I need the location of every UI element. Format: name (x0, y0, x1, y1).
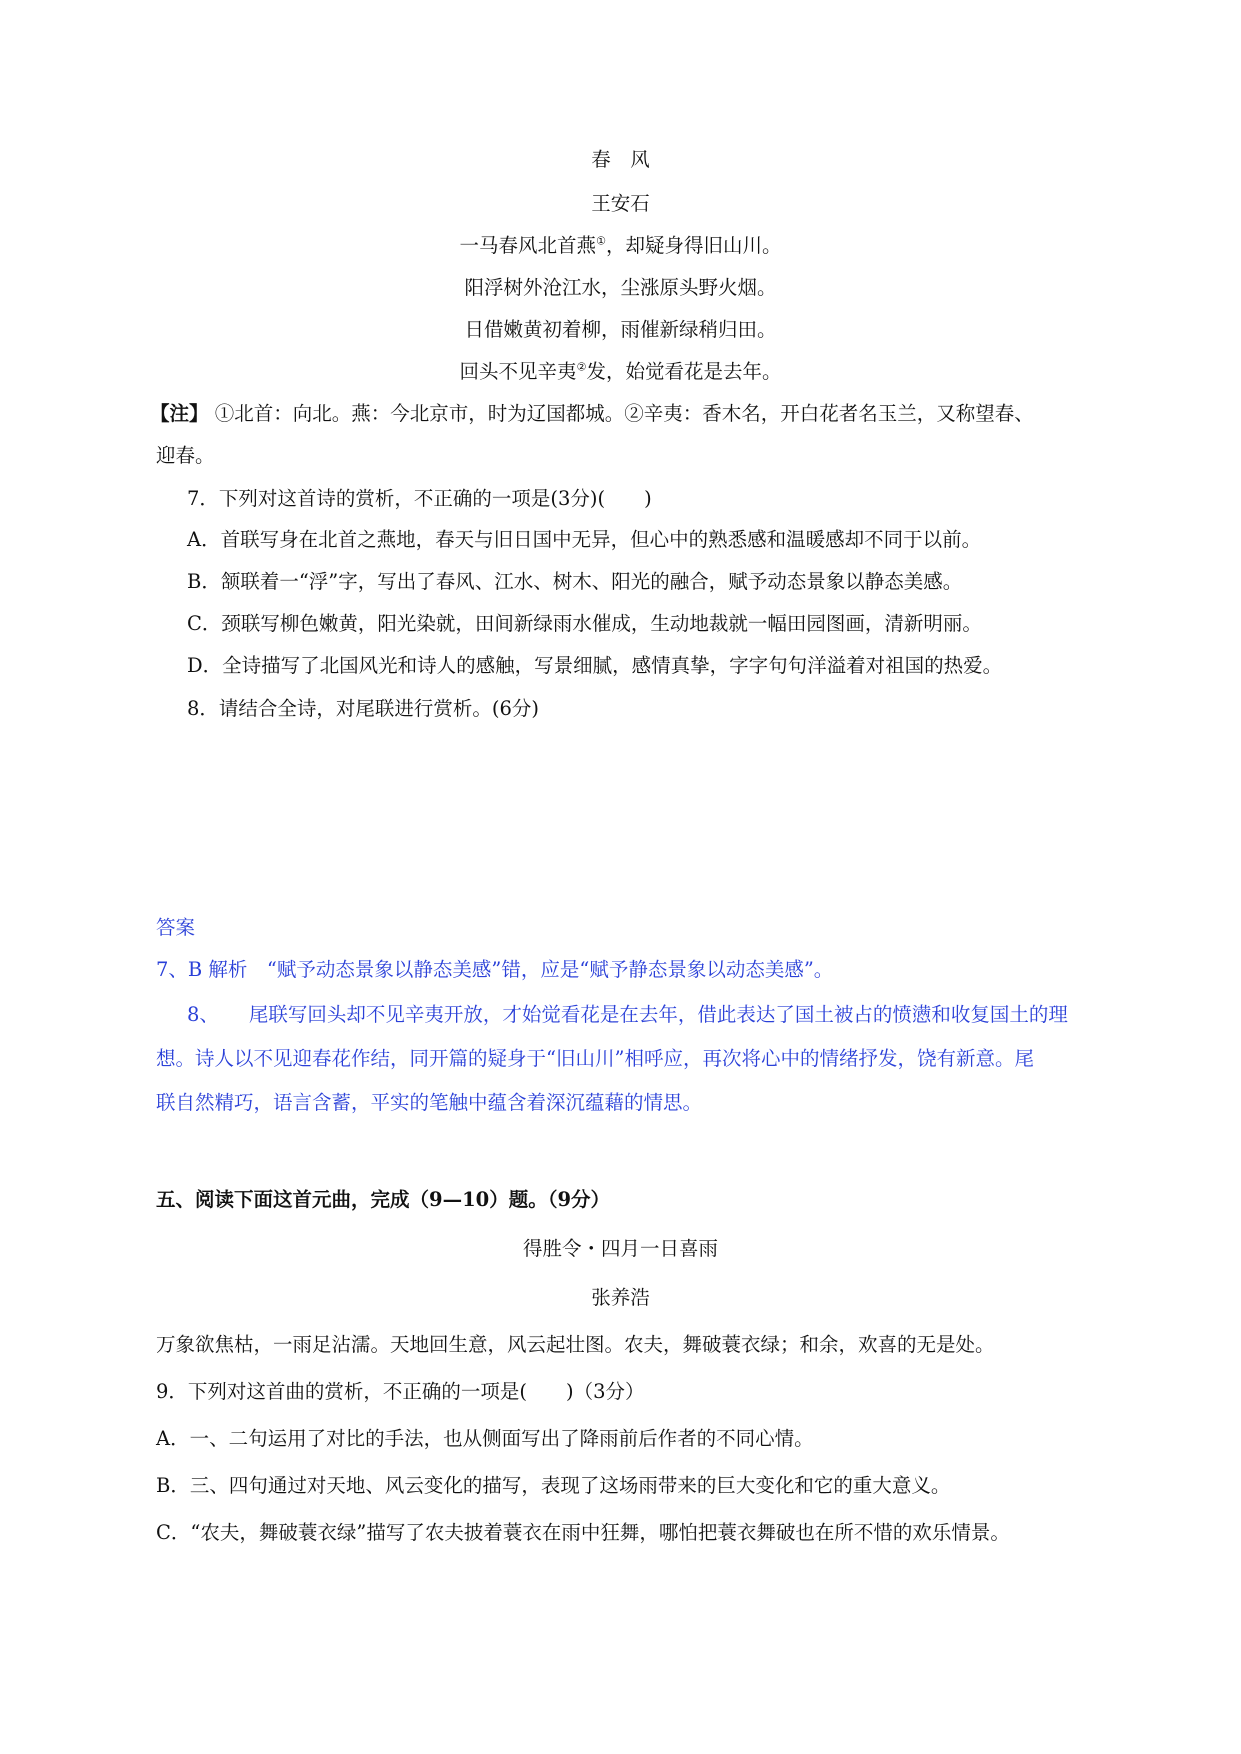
poem-line-4 (0, 358, 1241, 386)
qu-title: 得胜令・四月一日喜雨 (522, 1237, 718, 1260)
answer-8-line-3: 联自然精巧，语言含蓄，平实的笔触中蕴含着深沉蕴藉的情思。 (156, 1091, 703, 1114)
q7-option-b: B．颔联着一“浮”字，写出了春风、江水、树木、阳光的融合，赋予动态景象以静态美感。 (187, 570, 963, 593)
answer-8-line-1 (187, 1001, 1068, 1029)
q7-option-d: D．全诗描写了北国风光和诗人的感触，写景细腻，感情真挚，字字句句洋溢着对祖国的热爱。 (187, 654, 1003, 677)
answer-8-line-2: 想。诗人以不见迎春花作结，同开篇的疑身于“旧山川”相呼应，再次将心中的情绪抒发，饶有新意。尾 (156, 1047, 1034, 1070)
footnote-mark-2: ② (576, 360, 587, 374)
answer-7: 7、B 解析 “赋予动态景象以静态美感”错，应是“赋予静态景象以动态美感”。 (156, 958, 834, 981)
answer-8-number: 8、 (187, 1003, 219, 1026)
note-line-2: 迎春。 (156, 444, 215, 467)
poem-line-1 (0, 232, 1241, 260)
poem-author: 王安石 (591, 192, 650, 215)
section-5-heading: 五、阅读下面这首元曲，完成（9—10）题。（9分） (156, 1188, 611, 1211)
q9-option-a: A．一、二句运用了对比的手法，也从侧面写出了降雨前后作者的不同心情。 (156, 1427, 814, 1450)
q9-option-c: C．“农夫，舞破蓑衣绿”描写了农夫披着蓑衣在雨中狂舞，哪怕把蓑衣舞破也在所不惜的欢乐情景。 (156, 1521, 1010, 1544)
poem-line-4-a: 回头不见辛夷 (459, 360, 577, 383)
poem-title: 春 风 (591, 148, 650, 171)
poem-line-1-a: 一马春风北首燕 (459, 234, 597, 257)
poem-line-4-b: 发，始觉看花是去年。 (586, 360, 782, 383)
q7-option-c: C．颈联写柳色嫩黄，阳光染就，田间新绿雨水催成，生动地裁就一幅田园图画，清新明丽。 (187, 612, 982, 635)
q7-option-a: A．首联写身在北首之燕地，春天与旧日国中无异，但心中的熟悉感和温暖感却不同于以前。 (187, 528, 982, 551)
note-text-1: ①北首：向北。燕：今北京市，时为辽国都城。②辛夷：香木名，开白花者名玉兰，又称望春、 (208, 402, 1034, 425)
q7-stem: 7．下列对这首诗的赏析，不正确的一项是(3分)( ) (187, 487, 652, 510)
q8-stem: 8．请结合全诗，对尾联进行赏析。(6分) (187, 697, 540, 720)
q9-stem: 9．下列对这首曲的赏析，不正确的一项是( )（3分） (156, 1380, 645, 1403)
q9-option-b: B．三、四句通过对天地、风云变化的描写，表现了这场雨带来的巨大变化和它的重大意义。 (156, 1474, 951, 1497)
qu-author: 张养浩 (591, 1286, 650, 1309)
note-label: 【注】 (150, 402, 209, 425)
answer-8-text-1: 尾联写回头却不见辛夷开放，才始觉看花是在去年，借此表达了国土被占的愤懑和收复国土的理 (248, 1003, 1068, 1026)
poem-line-2: 阳浮树外沧江水，尘涨原头野火烟。 (464, 276, 777, 299)
poem-line-3: 日借嫩黄初着柳，雨催新绿稍归田。 (464, 318, 777, 341)
answer-heading: 答案 (156, 916, 196, 939)
note-line-1 (150, 400, 1034, 428)
qu-text: 万象欲焦枯，一雨足沾濡。天地回生意，风云起壮图。农夫，舞破蓑衣绿；和余，欢喜的无是处。 (156, 1333, 995, 1356)
poem-line-1-b: ，却疑身得旧山川。 (605, 234, 782, 257)
footnote-mark-1: ① (596, 234, 606, 248)
